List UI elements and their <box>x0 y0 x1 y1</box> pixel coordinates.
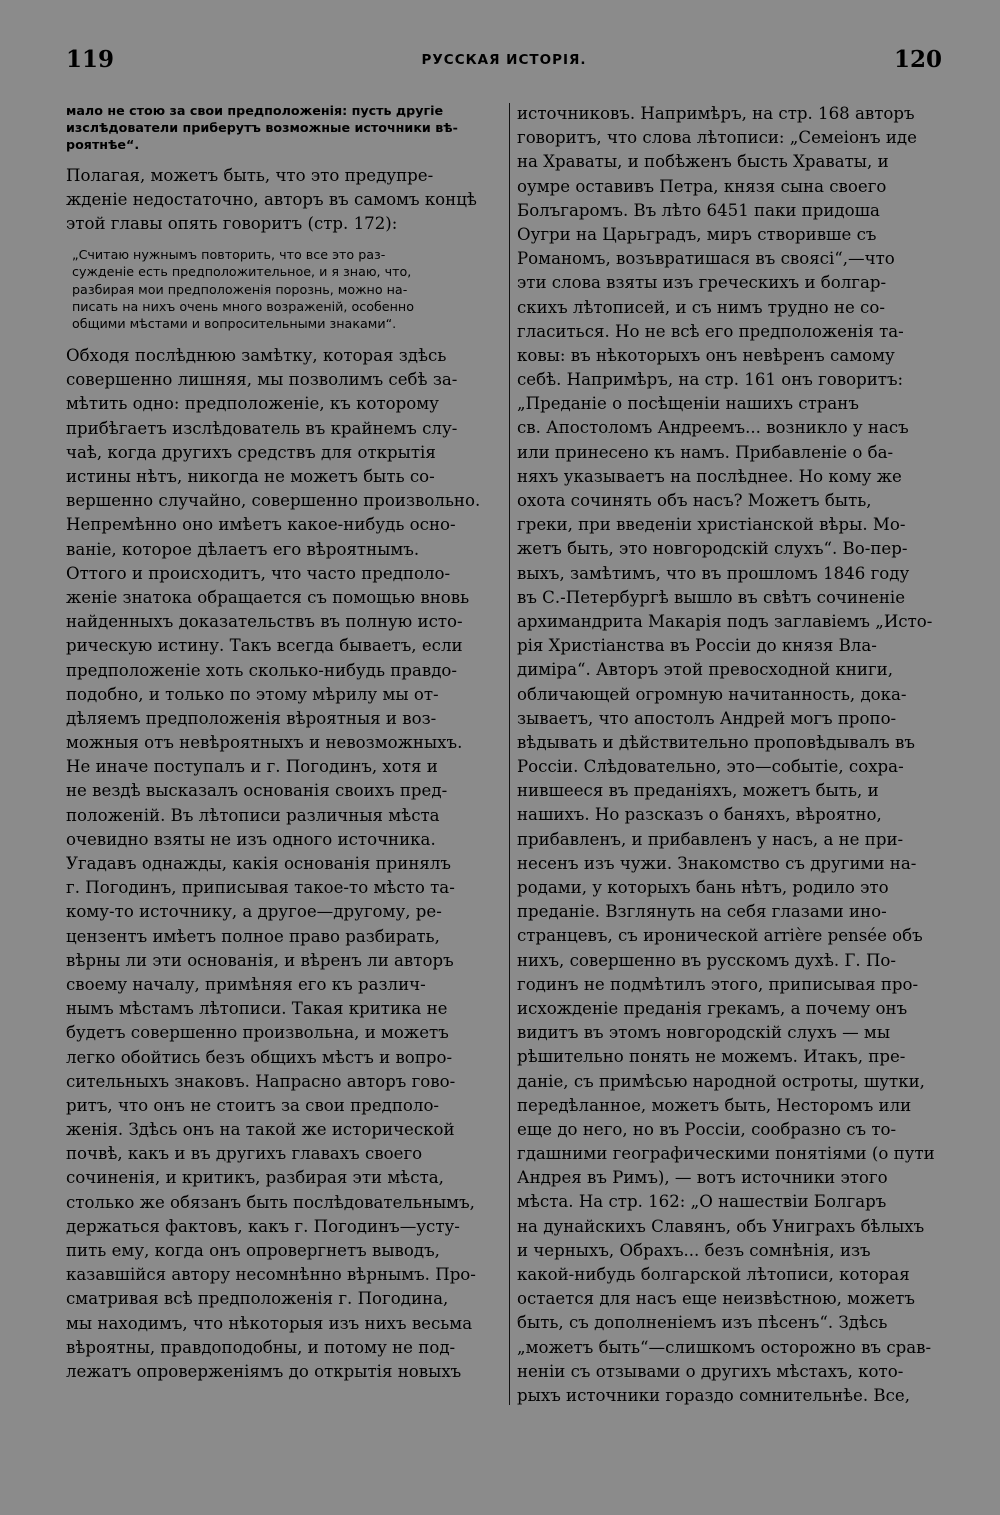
text-line: можныя отъ невѣроятныхъ и невозможныхъ. <box>66 733 463 753</box>
text-line: совершенно лишняя, мы позволимъ себѣ за- <box>66 370 458 390</box>
column-divider <box>509 103 510 1405</box>
text-line: сматривая всѣ предположенія г. Погодина, <box>66 1289 449 1309</box>
text-line: или принесено къ намъ. Прибавленіе о ба- <box>517 442 894 462</box>
text-line: рыхъ источники гораздо сомнительнѣе. Все, <box>517 1385 910 1405</box>
text-line: рія Христіанства въ Россіи до князя Вла- <box>517 636 877 656</box>
text-line: видитъ въ этомъ новгородскій слухъ — мы <box>517 1023 891 1043</box>
text-line: эти слова взяты изъ греческихъ и болгар- <box>517 273 887 293</box>
page-number-left: 119 <box>66 46 115 73</box>
text-line: и черныхъ, Обрахъ... безъ сомнѣнія, изъ <box>517 1240 871 1260</box>
text-line: истины нѣтъ, никогда не можетъ быть со- <box>66 467 435 486</box>
text-line: почвѣ, какъ и въ другихъ главахъ своего <box>66 1144 423 1164</box>
block-quote <box>66 246 498 332</box>
text-line: сужденіе есть предположительное, и я знаю, что, <box>72 264 412 280</box>
text-line: источниковъ. Напримѣръ, на стр. 168 авторъ <box>517 104 915 123</box>
text-line: дѣляемъ предположенія вѣроятныя и воз- <box>66 708 437 728</box>
text-line: няхъ указываетъ на послѣднее. Но кому же <box>517 466 902 486</box>
text-line: мало не стою за свои предположенія: пусть другіе <box>66 103 444 118</box>
text-line: Непремѣнно оно имѣетъ какое-нибудь осно- <box>66 515 456 535</box>
text-line: годинъ не подмѣтилъ этого, приписывая про- <box>517 974 919 994</box>
text-line: обличающей огромную начитанность, дока- <box>517 684 907 704</box>
text-line: ритъ, что онъ не стоитъ за свои предполо- <box>66 1095 440 1115</box>
intro-paragraph <box>66 102 498 154</box>
text-line: кому-то источнику, а другое—другому, ре- <box>66 902 442 922</box>
text-line: на Хравaты, и побѣженъ бысть Хравaты, и <box>517 152 889 172</box>
text-line: вѣдывать и дѣйствительно проповѣдывалъ въ <box>517 732 915 752</box>
text-line: Болъгаромъ. Въ лѣто 6451 паки придоша <box>517 200 880 220</box>
text-line: даніе, съ примѣсью народной остроты, шутки, <box>517 1071 925 1091</box>
text-line: Романомъ, возъвратишася въ своясi“,—что <box>517 249 895 269</box>
text-line: предположеніе хоть сколько-нибудь правдо- <box>66 660 458 680</box>
text-line: охота сочинять объ насъ? Можетъ быть, <box>517 491 872 510</box>
text-line: св. Апостоломъ Андреемъ... возникло у насъ <box>517 418 909 438</box>
text-line: жденіе недостаточно, авторъ въ самомъ концѣ <box>66 189 477 209</box>
text-line: Андрея въ Римъ), — вотъ источники этого <box>517 1168 888 1188</box>
text-line: на дунайскихъ Славянъ, объ Униграхъ бѣлыхъ <box>517 1216 925 1236</box>
text-line: говоритъ, что слова лѣтописи: „Семеіонъ иде <box>517 128 917 148</box>
left-column <box>66 102 498 1384</box>
text-line: диміра“. Авторъ этой превосходной книги, <box>517 660 893 680</box>
text-line: писать на нихъ очень много возраженій, особенно <box>72 298 414 314</box>
text-line: „Считаю нужнымъ повторить, что все это раз- <box>72 247 386 263</box>
text-line: сительныхъ знаковъ. Напрасно авторъ гово- <box>66 1071 456 1091</box>
text-line: „Преданіе о посѣщеніи нашихъ странъ <box>517 394 859 414</box>
text-line: мѣтить одно: предположеніе, къ которому <box>66 394 439 414</box>
text-line: вѣроятны, правдоподобны, и потому не под- <box>66 1337 456 1357</box>
text-line: греки, при введеніи христіанской вѣры. Мо- <box>517 515 906 535</box>
text-line: передѣланное, можетъ быть, Несторомъ или <box>517 1095 912 1115</box>
text-line: остается для насъ еще неизвѣстною, можетъ <box>517 1289 915 1309</box>
right-column <box>517 102 946 1408</box>
page-header <box>66 46 942 80</box>
text-line: женіе знатока обращается съ помощью вновь <box>66 587 470 607</box>
left-body-text <box>66 344 498 1384</box>
text-line: зываетъ, что апостолъ Андрей могъ пропо- <box>517 708 897 728</box>
text-line: этой главы опять говоритъ (стр. 172): <box>66 213 398 233</box>
text-line: лежатъ опроверженіямъ до открытія новыхъ <box>66 1361 462 1381</box>
page-number-right: 120 <box>893 46 942 73</box>
text-line: нымъ мѣстамъ лѣтописи. Такая критика не <box>66 999 448 1019</box>
text-line: гдашними географическими понятіями (о пути <box>517 1144 935 1164</box>
text-line: столько же обязанъ быть послѣдовательнымъ, <box>66 1192 475 1212</box>
text-line: сочиненія, и критикъ, разбирая эти мѣста, <box>66 1168 444 1188</box>
text-line: оумре оставивъ Петра, князя сына своего <box>517 176 887 196</box>
text-line: родами, у которыхъ бань нѣтъ, родило это <box>517 878 889 897</box>
text-line: жетъ быть, это новгородскій слухъ“. Во-пер- <box>517 539 908 559</box>
text-line: найденныхъ доказательствъ въ полную исто- <box>66 612 463 632</box>
text-line: какой-нибудь болгарской лѣтописи, которая <box>517 1265 910 1284</box>
text-line: мѣста. На стр. 162: „О нашествіи Болгаръ <box>517 1192 887 1212</box>
running-title: РУССКАЯ ИСТОРIЯ. <box>421 52 587 68</box>
text-line: несенъ изъ чужи. Знакомство съ другими на- <box>517 853 917 873</box>
text-line: роятнѣе“. <box>66 137 140 153</box>
text-line: подобно, и только по этому мѣрилу мы от- <box>66 684 439 704</box>
text-line: прибавленъ, и прибавленъ у насъ, а не при- <box>517 829 904 849</box>
text-line: въ С.-Петербургѣ вышло въ свѣтъ сочиненіе <box>517 587 906 607</box>
text-line: Россіи. Слѣдовательно, это—событіе, сохра- <box>517 757 904 777</box>
text-line: исхожденіе преданія грекамъ, а почему онъ <box>517 998 908 1018</box>
text-line: еще до него, но въ Россіи, сообразно съ то- <box>517 1119 897 1139</box>
text-line: казавшійся автору несомнѣнно вѣрнымъ. Про- <box>66 1265 476 1285</box>
paragraph-intro-quote <box>66 164 498 237</box>
text-line: пить ему, когда онъ опровергнетъ выводъ, <box>66 1241 440 1260</box>
text-line: общими мѣстами и вопросительными знаками“. <box>72 315 397 331</box>
text-line: вершенно случайно, совершенно произвольно. <box>66 491 481 511</box>
text-line: Обходя послѣднюю замѣтку, которая здѣсь <box>66 346 447 366</box>
text-line: Оугри на Царьградъ, миръ створивше съ <box>517 224 877 244</box>
text-line: нившееся въ преданіяхъ, можетъ быть, и <box>517 781 879 801</box>
text-line: очевидно взяты не изъ одного источника. <box>66 829 436 849</box>
text-line: положеній. Въ лѣтописи различныя мѣста <box>66 805 440 825</box>
text-line: себѣ. Напримѣръ, на стр. 161 онъ говоритъ: <box>517 370 904 390</box>
text-line: архимандрита Макарія подъ заглавіемъ „Исто- <box>517 611 933 631</box>
text-line: гласиться. Но не всѣ его предположенія та- <box>517 321 904 341</box>
text-line: нихъ, совершенно въ русскомъ духѣ. Г. По- <box>517 950 897 970</box>
text-line: ваніе, которое дѣлаетъ его вѣроятнымъ. <box>66 539 420 559</box>
text-line: скихъ лѣтописей, и съ нимъ трудно не со- <box>517 297 885 317</box>
text-line: вѣрны ли эти основанія, и вѣренъ ли авторъ <box>66 950 454 970</box>
text-line: быть, съ дополненіемъ изъ пѣсенъ“. Здѣсь <box>517 1313 888 1333</box>
text-line: изслѣдователи приберутъ возможные источники вѣ- <box>66 120 458 136</box>
text-line: будетъ совершенно произвольна, и можетъ <box>66 1023 449 1043</box>
text-line: выхъ, замѣтимъ, что въ прошломъ 1846 году <box>517 563 910 583</box>
text-line: разбирая мои предположенія порознь, можно на- <box>72 281 408 297</box>
text-line: Угадавъ однажды, какія основанія принялъ <box>66 854 451 873</box>
text-line: женія. Здѣсь онъ на такой же исторической <box>66 1120 455 1140</box>
text-line: г. Погодинъ, приписывая такое-то мѣсто та- <box>66 878 455 898</box>
text-line: держаться фактовъ, какъ г. Погодинъ—усту- <box>66 1216 460 1236</box>
text-line: чаѣ, когда другихъ средствъ для открытія <box>66 442 436 462</box>
text-line: странцевъ, съ иронической arrière pensée объ <box>517 926 923 946</box>
text-line: рическую истину. Такъ всегда бываетъ, если <box>66 636 463 656</box>
text-line: нашихъ. Но разсказъ о баняхъ, вѣроятно, <box>517 805 882 825</box>
text-line: Полагая, можетъ быть, что это предупре- <box>66 165 434 185</box>
text-line: своему началу, примѣняя его къ различ- <box>66 974 426 994</box>
text-line: „можетъ быть“—слишкомъ осторожно въ срав- <box>517 1337 932 1357</box>
text-line: мы находимъ, что нѣкоторыя изъ нихъ весьма <box>66 1313 473 1333</box>
text-line: прибѣгаетъ изслѣдователь въ крайнемъ слу- <box>66 418 458 438</box>
text-line: неніи съ отзывами о другихъ мѣстахъ, кото- <box>517 1361 904 1381</box>
text-line: преданіе. Взглянуть на себя глазами ино- <box>517 902 887 922</box>
right-body-text <box>517 102 946 1408</box>
text-line: не вездѣ высказалъ основанія своихъ пред- <box>66 781 448 801</box>
text-line: Не иначе поступалъ и г. Погодинъ, хотя и <box>66 757 438 777</box>
text-line: ковы: въ нѣкоторыхъ онъ невѣренъ самому <box>517 345 895 365</box>
text-line: легко обойтись безъ общихъ мѣстъ и вопро- <box>66 1047 453 1067</box>
text-line: Оттого и происходитъ, что часто предполо- <box>66 563 451 583</box>
text-line: рѣшительно понять не можемъ. Итакъ, пре- <box>517 1047 906 1067</box>
text-line: цензентъ имѣетъ полное право разбирать, <box>66 926 440 946</box>
